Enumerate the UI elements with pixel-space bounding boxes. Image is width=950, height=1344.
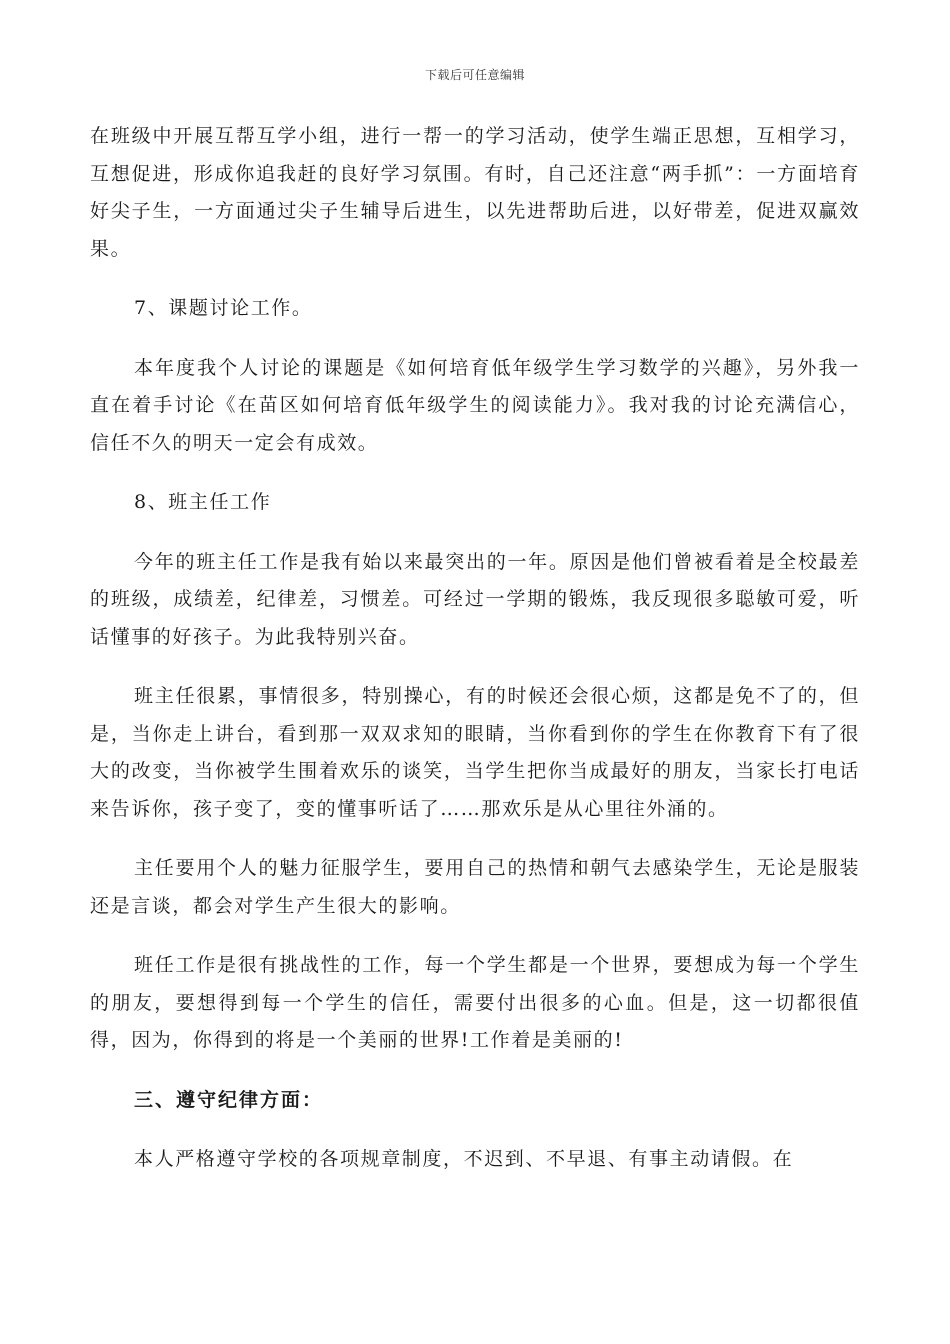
paragraph-study-groups: 在班级中开展互帮互学小组，进行一帮一的学习活动，使学生端正思想，互相学习，互想促进，形成你追我赶的良好学习氛围。有时，自己还注意“两手抓”：一方面培育好尖子生，一方面通过尖子生辅导后进生，以先进帮助后进，以好带差，促进双赢效果。 xyxy=(90,125,860,260)
section-heading-research: 7、课题讨论工作。 xyxy=(134,297,313,319)
paragraph-class-teacher-tired: 班主任很累，事情很多，特别操心，有的时候还会很心烦，这都是免不了的，但是，当你走上讲台，看到那一双双求知的眼睛，当你看到你的学生在你教育下有了很大的改变，当你被学生围着欢乐的谈笑，当学生把你当成最好的朋友，当家长打电话来告诉你，孩子变了，变的懂事听话了……那欢乐是从心里往外涌的。 xyxy=(90,685,860,820)
paragraph-challenge: 班任工作是很有挑战性的工作，每一个学生都是一个世界，要想成为每一个学生的朋友，要想得到每一个学生的信任，需要付出很多的心血。但是，这一切都很值得，因为，你得到的将是一个美丽的世界!工作着是美丽的! xyxy=(90,954,860,1051)
header-note: 下载后可任意编辑 xyxy=(424,68,525,82)
section-heading-class-teacher: 8、班主任工作 xyxy=(134,491,272,513)
section-heading-discipline: 三、遵守纪律方面： xyxy=(134,1088,324,1111)
paragraph-charm: 主任要用个人的魅力征服学生，要用自己的热情和朝气去感染学生，无论是服装还是言谈，都会对学生产生很大的影响。 xyxy=(90,857,860,917)
paragraph-research: 本年度我个人讨论的课题是《如何培育低年级学生学习数学的兴趣》，另外我一直在着手讨论《在苗区如何培育低年级学生的阅读能力》。我对我的讨论充满信心，信任不久的明天一定会有成效。 xyxy=(90,356,860,454)
document-body xyxy=(90,118,860,1179)
paragraph-class-teacher-year: 今年的班主任工作是我有始以来最突出的一年。原因是他们曾被看着是全校最差的班级，成绩差，纪律差，习惯差。可经过一学期的锻炼，我反现很多聪敏可爱，听话懂事的好孩子。为此我特别兴奋。 xyxy=(90,550,860,648)
paragraph-discipline: 本人严格遵守学校的各项规章制度，不迟到、不早退、有事主动请假。在 xyxy=(134,1148,794,1170)
